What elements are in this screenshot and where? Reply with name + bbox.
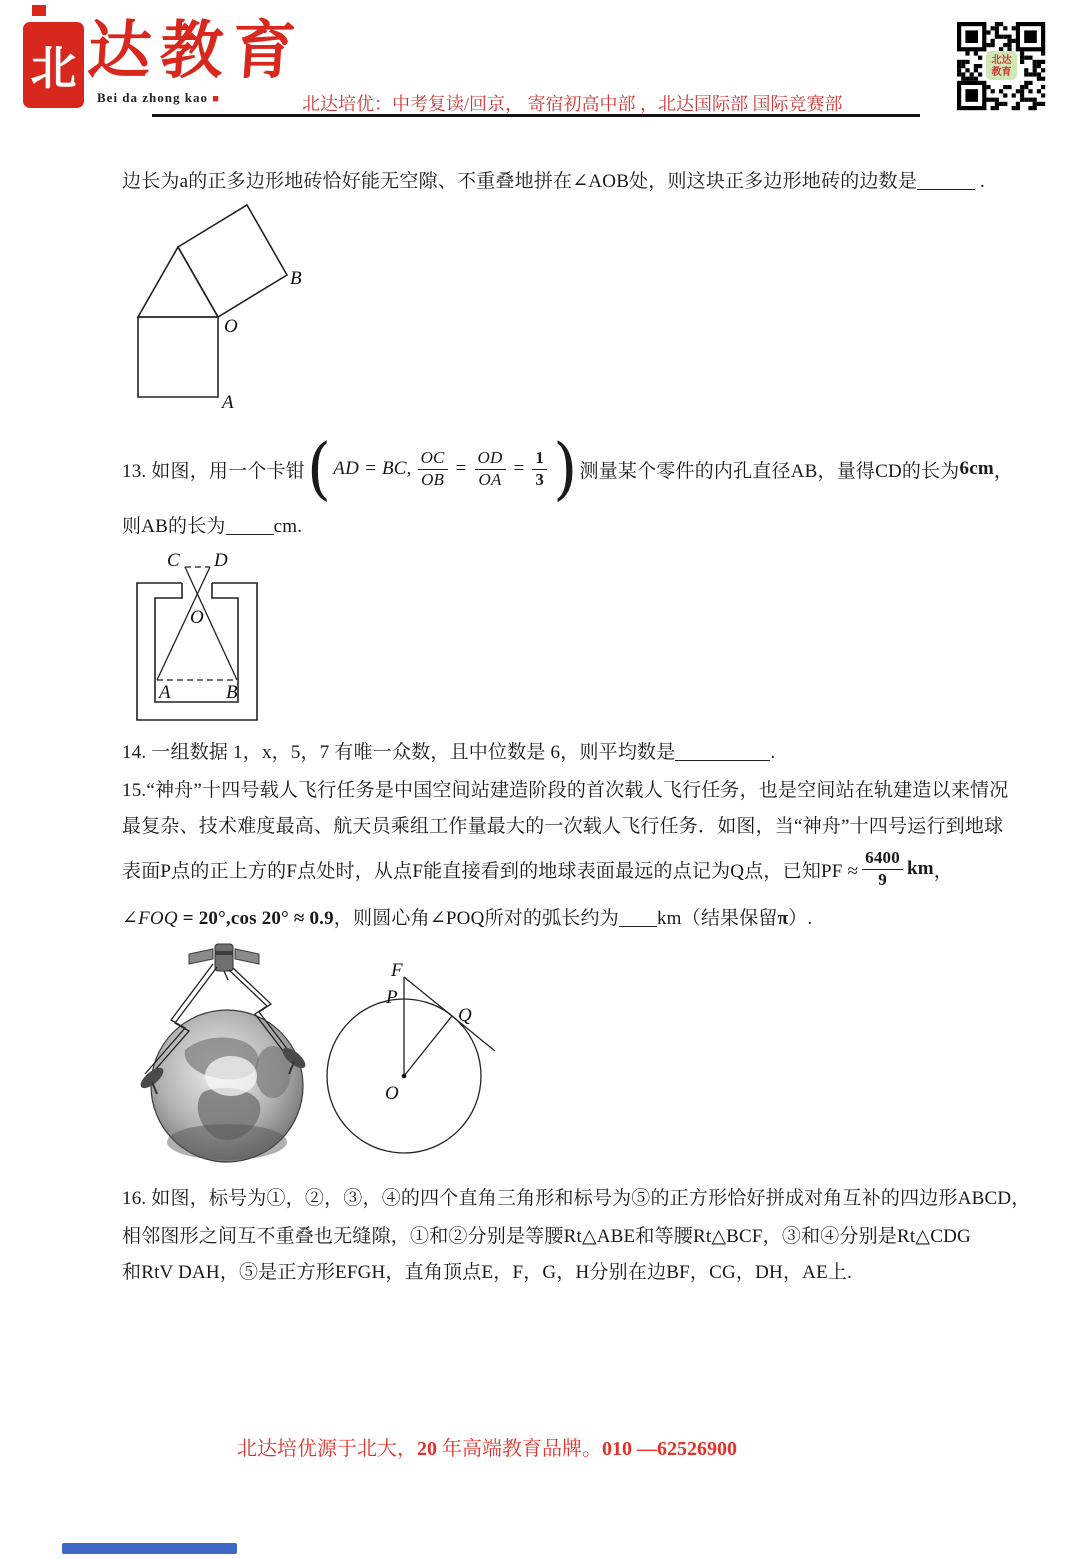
- q13-line2: 则AB的长为 cm.: [122, 516, 303, 537]
- label-D: D: [214, 552, 228, 571]
- q15-line4: ∠FOQ = 20°,cos 20° ≈ 0.9，则圆心角∠POQ所对的弧长约为 km（结果保留π）.: [122, 908, 813, 929]
- logo-bullet-icon: ■: [212, 93, 220, 105]
- label-C: C: [167, 552, 180, 571]
- segment-OQ: [404, 1016, 452, 1076]
- bottom-blue-bar: [62, 1543, 237, 1554]
- right-paren: ): [553, 429, 578, 508]
- earth-shadow: [167, 1124, 287, 1160]
- footer-slogan: 北达培优源于北大，20 年高端教育品牌。010 —62526900: [237, 1438, 737, 1460]
- q16-line2: 相邻图形之间互不重叠也无缝隙，①和②分别是等腰Rt△ABE和等腰Rt△BCF，③和④分别是Rt△CDG: [122, 1226, 971, 1247]
- q16-line3: 和RtV DAH，⑤是正方形EFGH，直角顶点E，F，G，H分别在边BF，CG，DH，AE上.: [122, 1262, 853, 1283]
- qr-code: [957, 20, 1047, 112]
- fraction-1-3: $\frac{1}{3}$: [532, 448, 547, 490]
- center-dot: [402, 1074, 407, 1079]
- q15-line1: 15.“神舟”十四号载人飞行任务是中国空间站建造阶段的首次载人飞行任务，也是空间站在轨建造以来情况: [122, 780, 1009, 801]
- q16-line1: 16. 如图，标号为①，②，③，④的四个直角三角形和标号为⑤的正方形恰好拼成对角互补的四边形ABCD，: [122, 1188, 1031, 1209]
- label-B: B: [226, 682, 238, 703]
- tangent-FQ: [404, 977, 495, 1051]
- figure-caliper: [135, 552, 265, 730]
- left-paren: (: [306, 429, 332, 508]
- q14-line: 14. 一组数据 1，x，5，7 有唯一众数，且中位数是 6，则平均数是 .: [122, 742, 776, 763]
- q12-answer-blank: [917, 172, 975, 190]
- q13-line1: 13. 如图，用一个卡钳 ( AD = BC, $\frac{OC}{OB}$ = $\frac{OD}{OA}$ = $\frac{1}{3}$ ) 测量某个零件的内孔直径AB，量得CD的长为 6cm ，: [122, 429, 1014, 508]
- q12-tail-line: 边长为a的正多边形地砖恰好能无空隙、不重叠地拼在∠AOB处，则这块正多边形地砖的边数是 .: [122, 171, 985, 192]
- fraction-OC-OB: $\frac{OC}{OB}$: [418, 448, 448, 490]
- footer-phone: 010 —62526900: [602, 1438, 737, 1460]
- qr-center-text-1: 北达: [991, 55, 1012, 66]
- q14-answer-blank: [675, 743, 770, 761]
- satellite-stripe: [215, 951, 233, 955]
- earth-highlight: [205, 1056, 257, 1096]
- logo-accent-mark: [32, 5, 46, 16]
- label-Q: Q: [458, 1005, 472, 1026]
- label-B: B: [290, 268, 302, 289]
- header-rule: [152, 114, 920, 117]
- tilted-square: [178, 205, 287, 317]
- figure-earth: [133, 942, 325, 1164]
- satellite-body: [215, 944, 233, 971]
- fraction-6400-9: $\frac{6400}{9}$: [862, 848, 903, 890]
- fraction-OD-OA: $\frac{OD}{OA}$: [475, 448, 506, 490]
- header-tagline: 北达培优：中考复读/回京， 寄宿初高中部 ，北达国际部 国际竞赛部: [302, 94, 843, 114]
- qr-center-text-2: 教育: [991, 67, 1012, 78]
- logo-brand-text: 达教育: [85, 16, 307, 86]
- label-A: A: [222, 392, 234, 413]
- q13-answer-blank: [226, 517, 274, 535]
- q15-line3: 表面P点的正上方的F点处时，从点F能直接看到的地球表面最远的点记为Q点，已知PF ≈ $\frac{6400}{9}$ km ，: [122, 848, 953, 889]
- label-F: F: [391, 960, 403, 981]
- label-A: A: [159, 682, 171, 703]
- satellite-antenna: [224, 971, 228, 980]
- figure-circle: [323, 946, 508, 1174]
- logo-stamp-char: 北: [30, 43, 77, 94]
- logo-subtitle: Bei da zhong kao ■: [97, 90, 220, 105]
- logo-stamp-icon: [25, 24, 82, 106]
- q15-line2: 最复杂、技术难度最高、航天员乘组工作量最大的一次载人飞行任务．如图，当“神舟”十四号运行到地球: [122, 816, 1004, 837]
- label-O: O: [385, 1083, 399, 1104]
- label-O: O: [224, 316, 238, 337]
- triangle-gap: [138, 247, 218, 317]
- satellite-panel-left: [189, 949, 213, 964]
- figure-squares: [128, 198, 308, 413]
- bottom-square: [138, 317, 218, 397]
- label-O: O: [190, 607, 204, 628]
- q15-answer-blank: [619, 909, 657, 927]
- label-P: P: [386, 987, 398, 1008]
- satellite-panel-right: [235, 949, 259, 964]
